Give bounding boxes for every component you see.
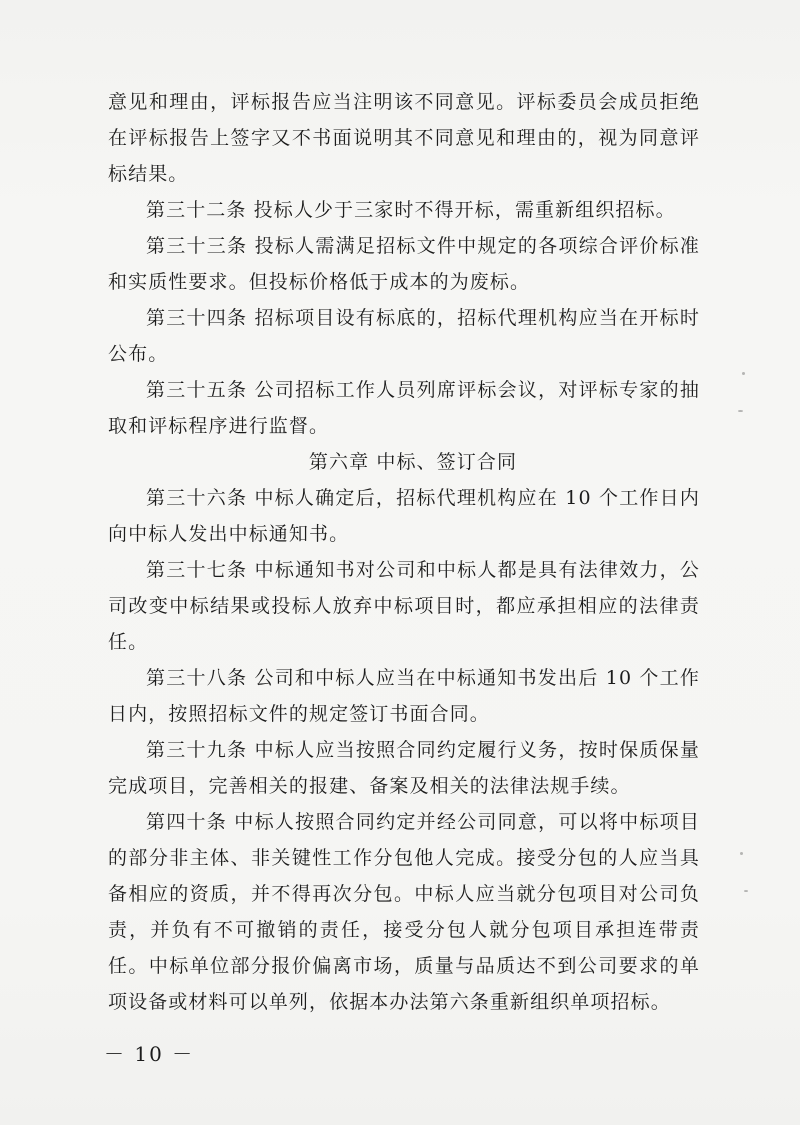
- document-body: [108, 84, 700, 1020]
- scan-speck: [738, 410, 743, 412]
- article-37: 第三十七条 中标通知书对公司和中标人都是具有法律效力，公司改变中标结果或投标人放弃中标项目时，都应承担相应的法律责任。: [108, 559, 700, 653]
- scan-speck: [744, 890, 748, 892]
- article-38: 第三十八条 公司和中标人应当在中标通知书发出后 10 个工作日内，按照招标文件的规定签订书面合同。: [108, 667, 700, 725]
- scan-speck: [740, 852, 743, 855]
- article-32: 第三十二条 投标人少于三家时不得开标，需重新组织招标。: [146, 199, 676, 221]
- article-35: 第三十五条 公司招标工作人员列席评标会议，对评标专家的抽取和评标程序进行监督。: [108, 379, 700, 437]
- article-33: 第三十三条 投标人需满足招标文件中规定的各项综合评价标准和实质性要求。但投标价格低于成本的为废标。: [108, 235, 700, 293]
- article-39: 第三十九条 中标人应当按照合同约定履行义务，按时保质保量完成项目，完善相关的报建、备案及相关的法律法规手续。: [108, 739, 700, 797]
- page-number: － 10 －: [104, 1042, 195, 1066]
- article-40: 第四十条 中标人按照合同约定并经公司同意，可以将中标项目的部分非主体、非关键性工作分包他人完成。接受分包的人应当具备相应的资质，并不得再次分包。中标人应当就分包项目对公司负责，并负有不可撤销的责任，接受分包人就分包项目承担连带责任。中标单位部分报价偏离市场，质量与品质达不到公司要求的单项设备或材料可以单列，依据本办法第六条重新组织单项招标。: [108, 811, 700, 1013]
- chapter-heading: 第六章 中标、签订合同: [308, 451, 518, 473]
- article-36: 第三十六条 中标人确定后，招标代理机构应在 10 个工作日内向中标人发出中标通知书。: [108, 487, 700, 545]
- scan-speck: [742, 372, 745, 375]
- article-34: 第三十四条 招标项目设有标底的，招标代理机构应当在开标时公布。: [108, 307, 700, 365]
- paragraph-continuation: 意见和理由，评标报告应当注明该不同意见。评标委员会成员拒绝在评标报告上签字又不书面说明其不同意见和理由的，视为同意评标结果。: [108, 91, 700, 185]
